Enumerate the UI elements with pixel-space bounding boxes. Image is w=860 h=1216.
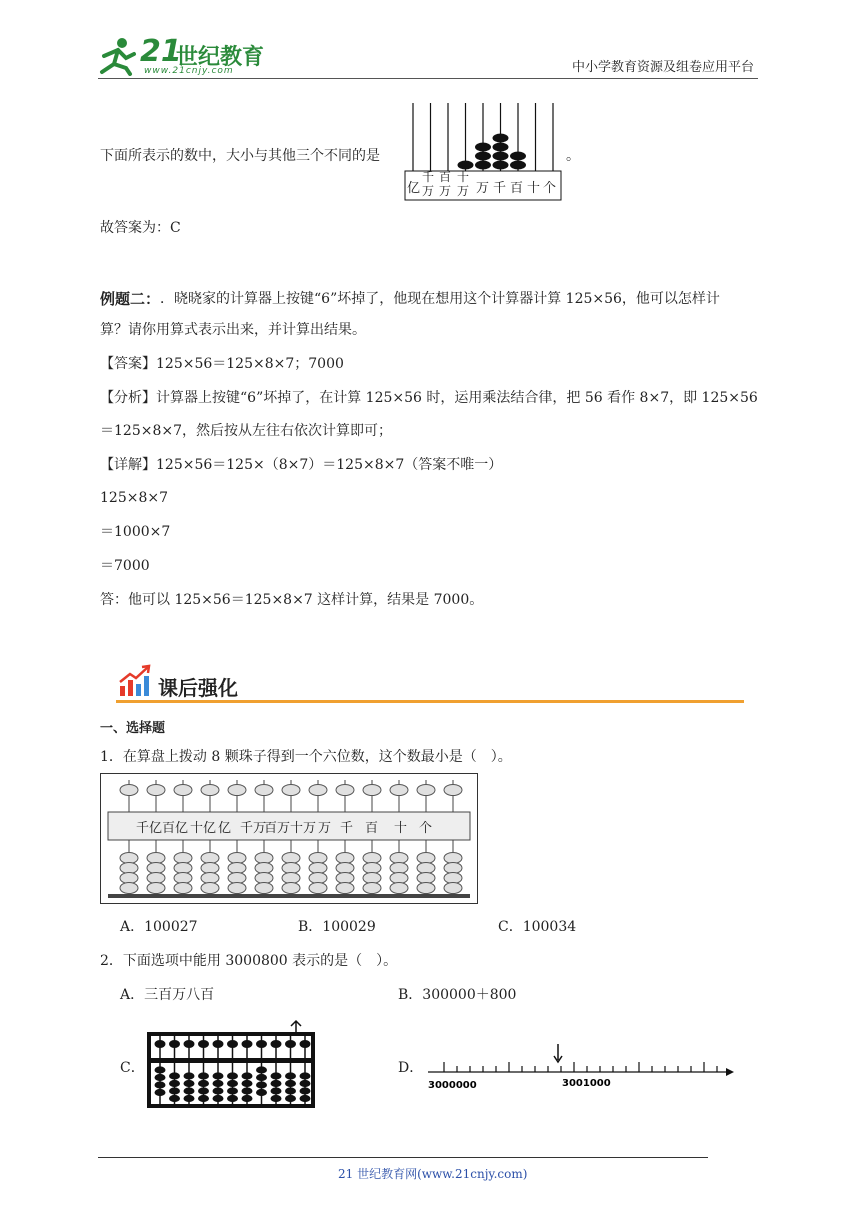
q2-lower-bead — [169, 1080, 180, 1087]
q2-lower-bead — [213, 1072, 224, 1079]
q2-lower-bead — [155, 1074, 166, 1081]
example2-analysis-line1: 【分析】计算器上按键“6”坏掉了，在计算 125×56 时，运用乘法结合律，把 56 看作 8×7，即 125×56 — [100, 390, 758, 406]
q1-lower-bead — [444, 883, 462, 894]
q2-upper-bead — [155, 1040, 166, 1048]
logo-url: www.21cnjy.com — [144, 66, 234, 76]
q1-abacus-label: 万 — [318, 821, 332, 836]
label-wan: 万 — [476, 181, 490, 196]
q2-lower-bead — [198, 1095, 209, 1102]
q2-upper-bead — [285, 1040, 296, 1048]
q1-lower-bead — [228, 863, 246, 874]
label-qian: 千 — [493, 181, 507, 196]
example2-step1: 125×8×7 — [100, 490, 168, 506]
q1-lower-bead — [255, 873, 273, 884]
q1-lower-bead — [336, 863, 354, 874]
q1-abacus-label: 百万 — [264, 821, 291, 836]
q1-upper-bead — [363, 785, 381, 796]
q2-upper-bead — [242, 1040, 253, 1048]
q2-lower-bead — [169, 1072, 180, 1079]
intro-bead — [475, 152, 491, 161]
q2-lower-bead — [227, 1072, 238, 1079]
q1-lower-bead — [282, 863, 300, 874]
q1-upper-bead — [282, 785, 300, 796]
q2-lower-bead — [213, 1095, 224, 1102]
logo-text: 世纪教育 — [176, 45, 265, 70]
q2-lower-bead — [256, 1074, 267, 1081]
q2-lower-bead — [300, 1080, 311, 1087]
q1-text: 1．在算盘上拨动 8 颗珠子得到一个六位数，这个数最小是（ ）。 — [100, 749, 512, 765]
platform-name: 中小学教育资源及组卷应用平台 — [572, 60, 755, 75]
example2-text-line1: ．晓晓家的计算器上按键“6”坏掉了，他现在想用这个计算器计算 125×56，他可以怎样计 — [160, 291, 720, 307]
intro-answer: 故答案为：C — [100, 220, 181, 236]
q2-lower-bead — [184, 1087, 195, 1094]
q1-lower-bead — [417, 873, 435, 884]
example2-conclusion: 答：他可以 125×56＝125×8×7 这样计算，结果是 7000。 — [100, 592, 484, 608]
q1-abacus-label: 千 — [340, 821, 354, 836]
q1-lower-bead — [390, 883, 408, 894]
q1-lower-bead — [282, 873, 300, 884]
intro-bead — [493, 134, 509, 143]
q1-lower-bead — [417, 883, 435, 894]
q1-lower-bead — [120, 863, 138, 874]
q1-lower-bead — [201, 883, 219, 894]
q1-lower-bead — [174, 853, 192, 864]
intro-question-text: 下面所表示的数中，大小与其他三个不同的是 — [100, 148, 380, 164]
q1-lower-bead — [228, 873, 246, 884]
q2-lower-bead — [227, 1087, 238, 1094]
q1-lower-bead — [120, 853, 138, 864]
section-title: 课后强化 — [158, 676, 238, 700]
example2-text-line2: 算？请你用算式表示出来，并计算出结果。 — [100, 322, 366, 338]
label-shiwan: 十万 — [457, 170, 470, 198]
q2-lower-bead — [198, 1087, 209, 1094]
q1-lower-bead — [363, 863, 381, 874]
q2-upper-bead — [227, 1040, 238, 1048]
q2-lower-bead — [300, 1095, 311, 1102]
q1-lower-bead — [120, 873, 138, 884]
q1-option-b[interactable]: B．100029 — [298, 919, 376, 935]
label-bai: 百 — [510, 181, 524, 196]
chart-growth-icon — [118, 664, 152, 698]
q1-lower-bead — [228, 853, 246, 864]
q2-lower-bead — [285, 1095, 296, 1102]
q1-abacus-label: 百 — [365, 821, 379, 836]
label-shi: 十 — [527, 181, 541, 196]
q1-lower-bead — [444, 863, 462, 874]
intro-bead — [458, 161, 474, 170]
part-heading: 一、选择题 — [100, 721, 166, 736]
q1-lower-bead — [336, 873, 354, 884]
example2-title: 例题二： — [100, 290, 161, 308]
q1-upper-bead — [201, 785, 219, 796]
q2-lower-bead — [184, 1080, 195, 1087]
q1-abacus-label: 千亿 — [136, 821, 163, 836]
numberline-right-label: 3001000 — [562, 1078, 611, 1089]
q1-abacus-label: 百亿 — [162, 821, 189, 836]
q1-lower-bead — [255, 863, 273, 874]
q2-option-b[interactable]: B．300000＋800 — [398, 987, 517, 1003]
q2-upper-bead — [184, 1040, 195, 1048]
q1-lower-bead — [174, 873, 192, 884]
q1-lower-bead — [282, 883, 300, 894]
intro-bead — [475, 143, 491, 152]
example2-detail: 【详解】125×56＝125×（8×7）＝125×8×7（答案不唯一） — [100, 457, 503, 473]
q1-abacus-label: 十 — [394, 821, 408, 836]
label-baiwan: 百万 — [439, 170, 452, 198]
q2-upper-bead — [169, 1040, 180, 1048]
q2-lower-bead — [271, 1080, 282, 1087]
q1-lower-bead — [444, 853, 462, 864]
q2-option-d[interactable]: D． — [398, 1060, 424, 1076]
q1-lower-bead — [228, 883, 246, 894]
q1-lower-bead — [282, 853, 300, 864]
label-ge: 个 — [543, 181, 557, 196]
q1-lower-bead — [363, 883, 381, 894]
q1-upper-bead — [174, 785, 192, 796]
q1-abacus-label: 千万 — [240, 821, 267, 836]
q2-lower-bead — [184, 1095, 195, 1102]
q2-text: 2．下面选项中能用 3000800 表示的是（ ）。 — [100, 953, 398, 969]
q1-lower-bead — [309, 863, 327, 874]
q1-option-c[interactable]: C．100034 — [498, 919, 577, 935]
q2-lower-bead — [227, 1095, 238, 1102]
q1-option-a[interactable]: A．100027 — [120, 919, 198, 935]
q1-lower-bead — [174, 883, 192, 894]
q1-lower-bead — [309, 873, 327, 884]
q1-lower-bead — [174, 863, 192, 874]
q2-lower-bead — [155, 1081, 166, 1088]
q2-lower-bead — [155, 1089, 166, 1096]
q2-lower-bead — [242, 1095, 253, 1102]
numberline-left-label: 3000000 — [428, 1080, 477, 1090]
q1-abacus-label: 亿 — [218, 821, 232, 836]
q1-lower-bead — [147, 883, 165, 894]
label-yi: 亿 — [407, 181, 421, 196]
intro-bead — [510, 161, 526, 170]
q1-lower-bead — [147, 853, 165, 864]
q2-lower-bead — [169, 1087, 180, 1094]
q2-lower-bead — [184, 1072, 195, 1079]
q1-lower-bead — [147, 873, 165, 884]
q1-abacus-figure — [100, 773, 478, 904]
q1-lower-bead — [309, 883, 327, 894]
q2-upper-bead — [198, 1040, 209, 1048]
q1-lower-bead — [336, 883, 354, 894]
q1-upper-bead — [444, 785, 462, 796]
q2-lower-bead — [271, 1095, 282, 1102]
footer-divider — [98, 1157, 708, 1158]
q1-lower-bead — [336, 853, 354, 864]
intro-question-end: 。 — [566, 148, 580, 164]
q2-lower-bead — [271, 1072, 282, 1079]
q1-lower-bead — [417, 863, 435, 874]
intro-abacus-labels — [404, 171, 562, 201]
q1-lower-bead — [309, 853, 327, 864]
intro-bead — [493, 152, 509, 161]
q2-lower-bead — [242, 1080, 253, 1087]
q2-upper-bead — [300, 1040, 311, 1048]
example2-step2: ＝1000×7 — [100, 524, 171, 540]
q1-lower-bead — [390, 853, 408, 864]
intro-bead — [510, 152, 526, 161]
q1-lower-bead — [255, 883, 273, 894]
q2-lower-bead — [256, 1089, 267, 1096]
site-logo — [96, 34, 266, 78]
q2-lower-bead — [198, 1072, 209, 1079]
section-divider — [116, 700, 744, 703]
q2-lower-bead — [300, 1072, 311, 1079]
logo-number: 21 — [140, 34, 182, 69]
intro-bead — [493, 161, 509, 170]
q1-lower-bead — [201, 863, 219, 874]
q2-option-a[interactable]: A．三百万八百 — [120, 987, 215, 1003]
q1-abacus-label: 十亿 — [190, 821, 217, 836]
q1-lower-bead — [201, 873, 219, 884]
q2-lower-bead — [169, 1095, 180, 1102]
q2-lower-bead — [198, 1080, 209, 1087]
example2-step3: ＝7000 — [100, 558, 150, 574]
runner-icon — [96, 36, 140, 76]
q2-lower-bead — [227, 1080, 238, 1087]
q1-upper-bead — [336, 785, 354, 796]
q2-lower-bead — [256, 1066, 267, 1073]
q2-lower-bead — [155, 1066, 166, 1073]
example2-answer: 【答案】125×56＝125×8×7；7000 — [100, 356, 344, 372]
q1-upper-bead — [390, 785, 408, 796]
q2-lower-bead — [213, 1080, 224, 1087]
q1-upper-bead — [228, 785, 246, 796]
label-qianwan: 千万 — [422, 170, 435, 198]
q2-lower-bead — [285, 1072, 296, 1079]
q2-abacus-figure — [146, 1018, 316, 1110]
q1-lower-bead — [390, 873, 408, 884]
q1-upper-bead — [147, 785, 165, 796]
q1-lower-bead — [120, 883, 138, 894]
header-divider — [98, 78, 758, 79]
q2-numberline-figure — [424, 1040, 738, 1090]
intro-bead — [493, 143, 509, 152]
q2-upper-bead — [213, 1040, 224, 1048]
q1-upper-bead — [417, 785, 435, 796]
q2-upper-bead — [256, 1040, 267, 1048]
q1-lower-bead — [417, 853, 435, 864]
q1-upper-bead — [309, 785, 327, 796]
q2-lower-bead — [213, 1087, 224, 1094]
q2-lower-bead — [242, 1072, 253, 1079]
q1-abacus-labels — [108, 817, 470, 837]
q1-lower-bead — [363, 873, 381, 884]
q2-lower-bead — [285, 1087, 296, 1094]
q1-upper-bead — [120, 785, 138, 796]
q2-lower-bead — [285, 1080, 296, 1087]
q1-lower-bead — [147, 863, 165, 874]
intro-bead — [475, 161, 491, 170]
q1-lower-bead — [390, 863, 408, 874]
q2-option-c[interactable]: C． — [120, 1060, 145, 1076]
q2-upper-bead — [271, 1040, 282, 1048]
q2-lower-bead — [242, 1087, 253, 1094]
q1-abacus-label: 十万 — [290, 821, 317, 836]
q1-lower-bead — [201, 853, 219, 864]
example2-analysis-line2: ＝125×8×7，然后按从左往右依次计算即可； — [100, 423, 392, 439]
q2-lower-bead — [256, 1081, 267, 1088]
q2-lower-bead — [271, 1087, 282, 1094]
q2-lower-bead — [300, 1087, 311, 1094]
q1-abacus-label: 个 — [419, 821, 433, 836]
q1-upper-bead — [255, 785, 273, 796]
q1-lower-bead — [444, 873, 462, 884]
q1-lower-bead — [255, 853, 273, 864]
q1-lower-bead — [363, 853, 381, 864]
footer-text: 21 世纪教育网(www.21cnjy.com) — [338, 1167, 528, 1181]
